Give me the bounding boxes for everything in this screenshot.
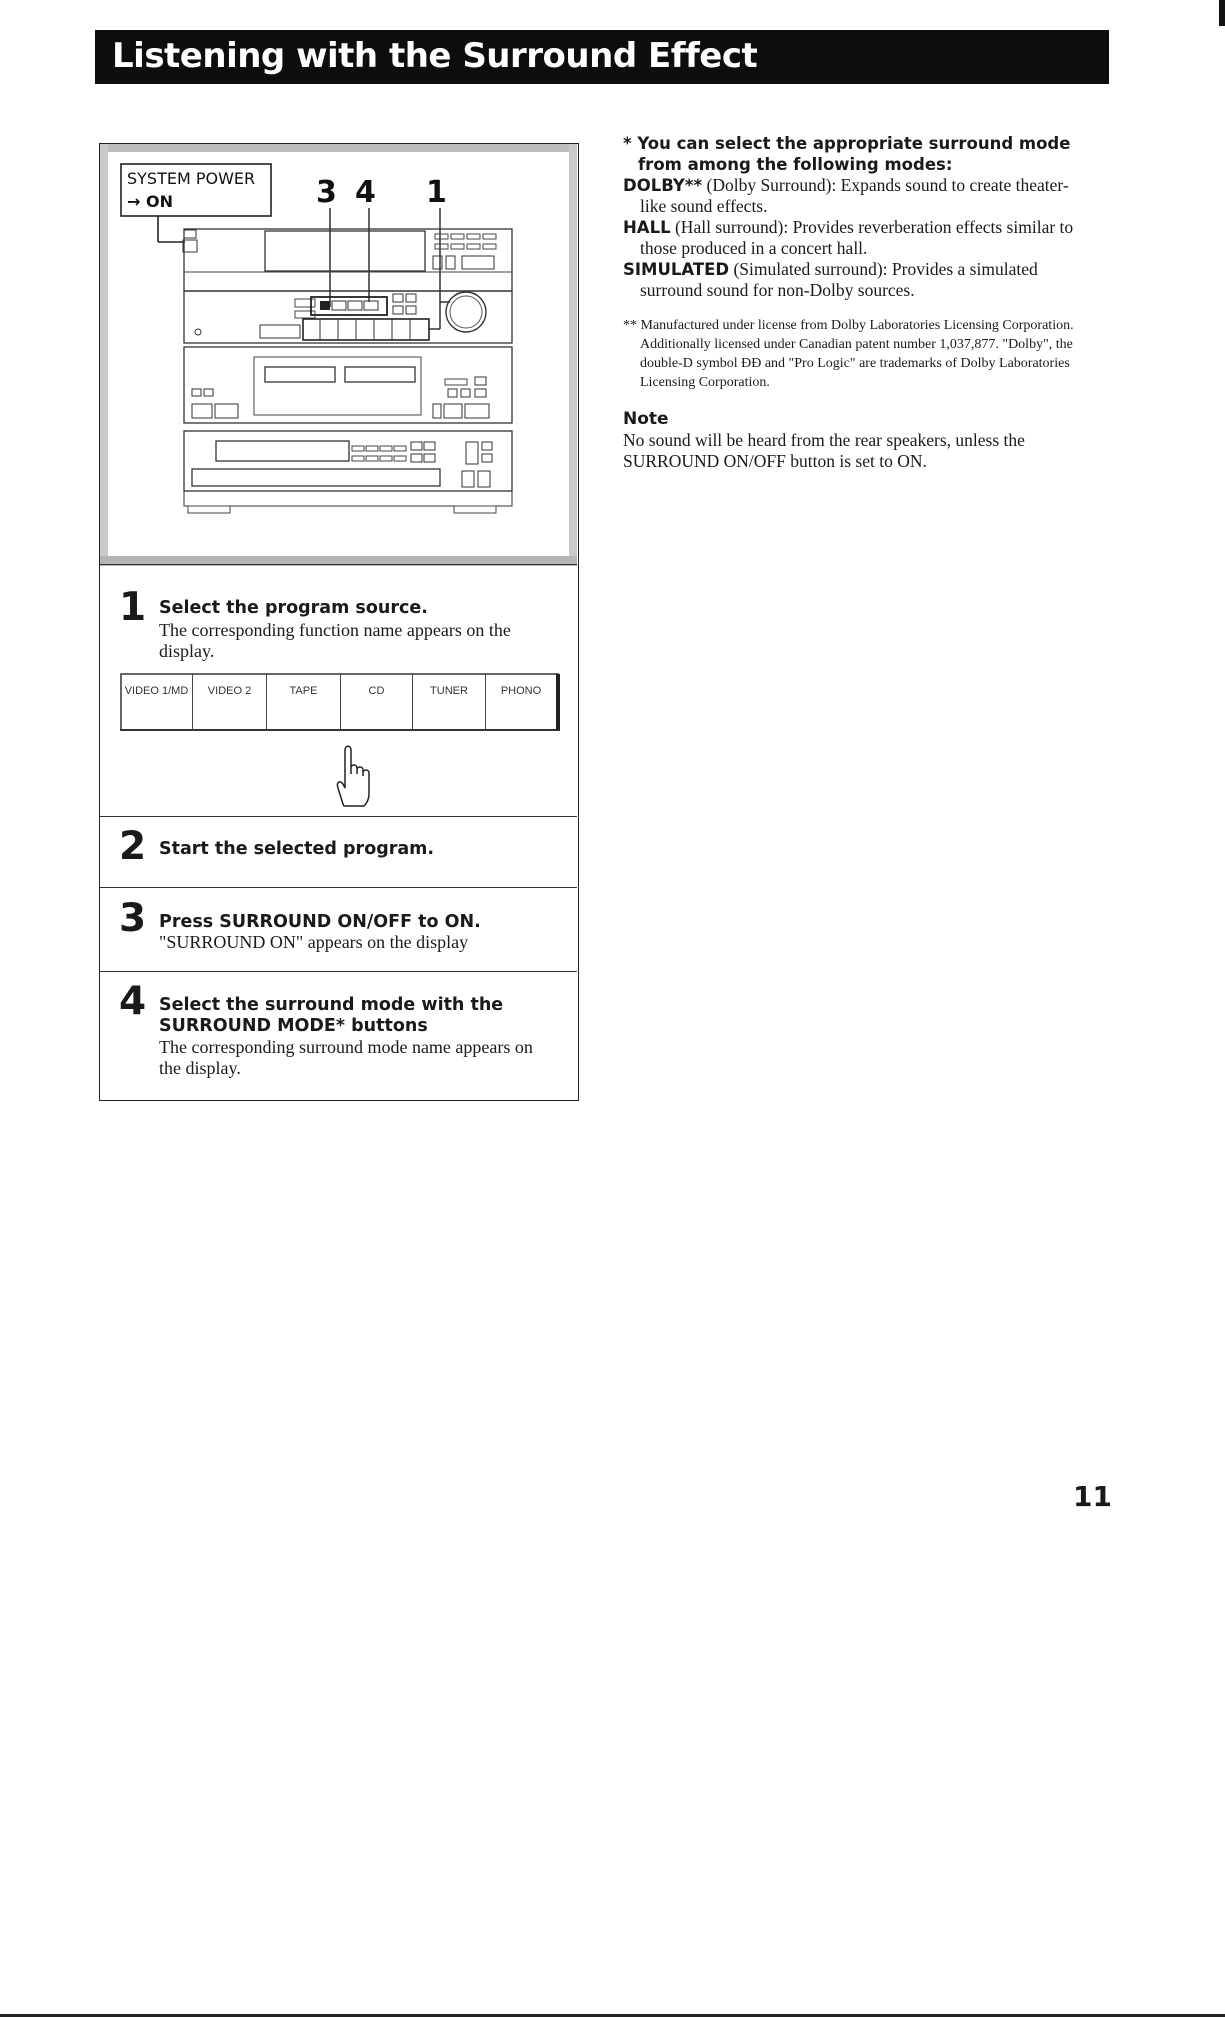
step-4-heading-line2: SURROUND MODE* buttons: [159, 1016, 428, 1036]
callout-number-3: 3: [316, 175, 337, 210]
illustration-divider: [100, 564, 577, 565]
mode-dolby-text: (Dolby Surround): Expands sound to create theater-like sound effects.: [640, 175, 1069, 216]
dolby-trademark-footnote: ** Manufactured under license from Dolby Laboratories Licensing Corporation. Additionally licensed under Canadian patent number 1,037,877. "Dolby", the double-D symbol ĐĐ and "Pro Logic" are trademarks of Dolby Laboratories Licensing Corporation.: [623, 318, 1074, 390]
mode-hall-text: (Hall surround): Provides reverberation effects similar to those produced in a concert hall.: [640, 217, 1074, 258]
step-3-body: "SURROUND ON" appears on the display: [159, 932, 469, 952]
page-title: Listening with the Surround Effect: [112, 36, 758, 76]
step-divider-3: [100, 971, 577, 972]
section-header: [95, 30, 1109, 84]
step-4-body: The corresponding surround mode name appears on the display.: [159, 1037, 533, 1078]
mode-simulated-text: (Simulated surround): Provides a simulated surround sound for non-Dolby sources.: [640, 259, 1038, 300]
step-2-number: 2: [119, 824, 147, 869]
mode-simulated-name: SIMULATED: [623, 260, 730, 279]
function-button-strip: [120, 666, 561, 726]
step-2-heading: Start the selected program.: [159, 839, 435, 859]
procedure-panel: [99, 143, 579, 1101]
function-button-tape[interactable]: TAPE: [267, 674, 341, 730]
mode-hall: [623, 217, 1093, 259]
modes-intro: * You can select the appropriate surround mode from among the following modes:: [623, 134, 1071, 174]
surround-modes-column: [623, 133, 1093, 472]
callout-number-1: 1: [426, 175, 447, 210]
callout-number-4: 4: [355, 175, 376, 210]
step-1-number: 1: [119, 585, 147, 630]
step-3-heading: Press SURROUND ON/OFF to ON.: [159, 912, 481, 932]
step-1-heading: Select the program source.: [159, 598, 428, 618]
step-divider-1: [100, 816, 577, 817]
page-edge-mark: [1219, 0, 1225, 26]
mode-simulated: [623, 259, 1093, 301]
step-4-number: 4: [119, 979, 147, 1024]
pointing-hand-icon: [330, 744, 376, 814]
function-button-video1-md[interactable]: VIDEO 1/MD: [121, 674, 193, 730]
function-button-tuner[interactable]: TUNER: [413, 674, 486, 730]
step-4-heading-line1: Select the surround mode with the: [159, 995, 504, 1015]
function-button-video2[interactable]: VIDEO 2: [193, 674, 267, 730]
mode-dolby: [623, 175, 1093, 217]
function-button-cd[interactable]: CD: [341, 674, 413, 730]
note-heading: Note: [623, 409, 669, 429]
system-power-label: SYSTEM POWER: [127, 169, 256, 188]
step-1-body: The corresponding function name appears on the display.: [159, 620, 511, 661]
note-body: No sound will be heard from the rear speakers, unless the SURROUND ON/OFF button is set to ON.: [623, 430, 1025, 471]
step-3-number: 3: [119, 896, 147, 941]
power-on-label: → ON: [127, 192, 173, 211]
mode-hall-name: HALL: [623, 218, 671, 237]
page-number: 11: [1073, 1480, 1112, 1513]
stereo-system-illustration: [100, 144, 577, 566]
function-button-phono[interactable]: PHONO: [500, 685, 542, 697]
step-divider-2: [100, 887, 577, 888]
mode-dolby-name: DOLBY**: [623, 176, 703, 195]
